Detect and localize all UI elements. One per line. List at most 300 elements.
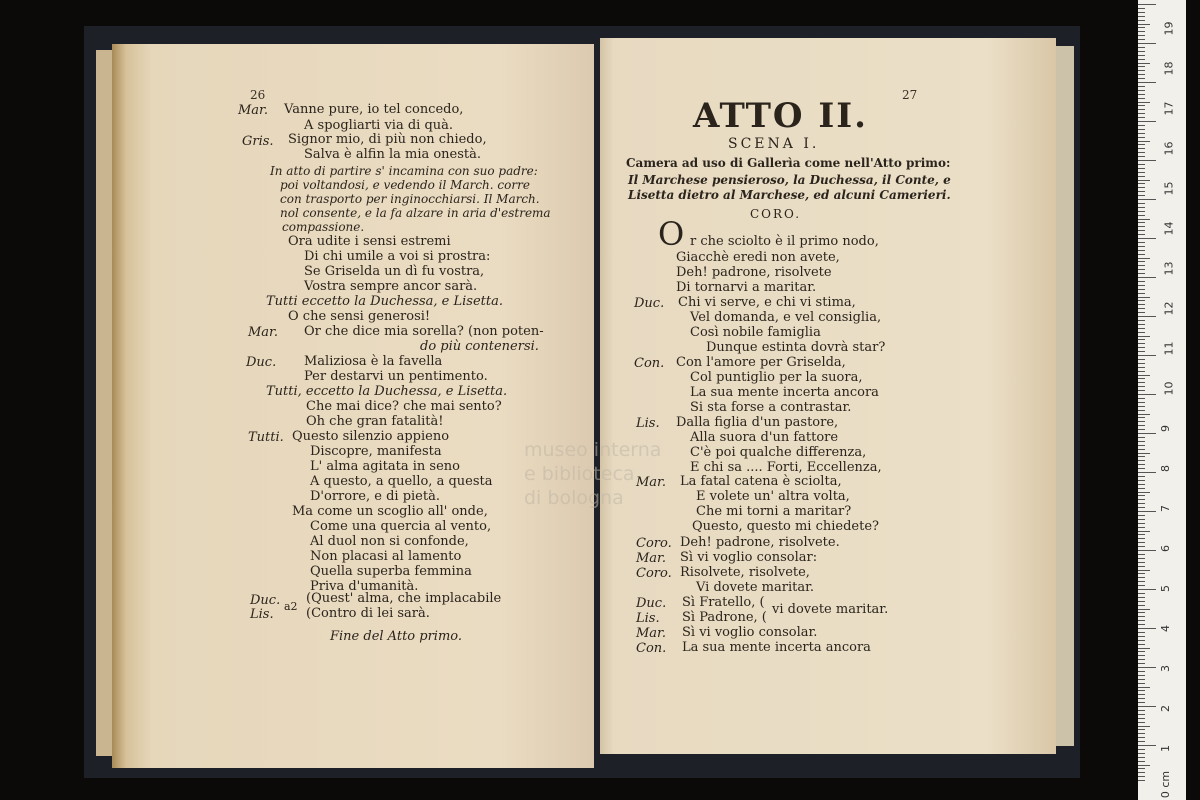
speaker: Coro.	[636, 536, 672, 551]
ruler-tick	[1138, 616, 1145, 617]
ruler-tick	[1138, 402, 1145, 403]
ruler-tick	[1138, 445, 1145, 446]
ruler-tick	[1138, 640, 1145, 641]
ruler-tick	[1138, 776, 1145, 777]
ruler-number: 7	[1159, 505, 1172, 512]
ruler-tick	[1138, 70, 1145, 71]
ruler-tick	[1138, 433, 1156, 434]
verse-line: Vel domanda, e vel consiglia,	[690, 310, 882, 325]
ruler-tick	[1138, 254, 1145, 255]
ruler-tick	[1138, 55, 1145, 56]
ruler-tick	[1138, 550, 1156, 551]
ruler-tick	[1138, 265, 1145, 266]
verse-line: Priva d'umanità.	[310, 579, 419, 594]
verse-line: La fatal catena è sciolta,	[680, 474, 842, 489]
verse-line: Al duol non si confonde,	[310, 534, 469, 549]
verse-line: Vostra sempre ancor sarà.	[304, 279, 478, 294]
speaker: Lis.	[636, 416, 660, 431]
ruler-tick	[1138, 129, 1145, 130]
ruler-tick	[1138, 671, 1145, 672]
ruler-tick	[1138, 63, 1150, 64]
ruler-tick	[1138, 24, 1150, 25]
ruler-tick	[1138, 710, 1145, 711]
ruler-tick	[1138, 285, 1145, 286]
drop-cap: O	[658, 215, 685, 253]
verse-line: Non placasi al lamento	[310, 549, 462, 564]
ruler-tick	[1138, 219, 1150, 220]
ruler-tick	[1138, 437, 1145, 438]
ruler-tick	[1138, 507, 1145, 508]
ruler-tick	[1138, 332, 1145, 333]
ruler-tick	[1138, 43, 1156, 44]
ruler-tick	[1138, 39, 1145, 40]
ruler-tick	[1138, 488, 1145, 489]
verse-line: Questo silenzio appieno	[292, 429, 450, 444]
stage-direction: con trasporto per inginocchiarsi. Il March.	[280, 192, 540, 206]
ruler-number: 6	[1159, 545, 1172, 552]
ruler-tick	[1138, 554, 1145, 555]
ruler-tick	[1138, 429, 1145, 430]
ruler-tick	[1138, 105, 1145, 106]
verse-line: Risolvete, risolvete,	[680, 565, 810, 580]
ruler-tick	[1138, 694, 1145, 695]
page-number-left: 26	[250, 88, 266, 102]
verse-line: Che mi torni a maritar?	[696, 504, 852, 519]
ruler-tick	[1138, 628, 1156, 629]
ruler-number: 12	[1162, 301, 1176, 316]
ruler-tick	[1138, 581, 1145, 582]
ruler-tick	[1138, 304, 1145, 305]
ruler-tick	[1138, 425, 1145, 426]
ruler-number: 9	[1159, 425, 1172, 432]
ruler-tick	[1138, 620, 1145, 621]
ruler-tick	[1138, 609, 1150, 610]
ruler-tick	[1138, 390, 1145, 391]
ruler-tick	[1138, 511, 1156, 512]
verse-line: Sì vi voglio consolar:	[680, 550, 818, 565]
speaker: Duc.	[246, 355, 277, 370]
ruler-tick	[1138, 780, 1145, 781]
verse-line: r che sciolto è il primo nodo,	[690, 234, 879, 249]
ruler-tick	[1138, 659, 1145, 660]
ruler-tick	[1138, 20, 1145, 21]
ruler-tick	[1138, 59, 1145, 60]
ruler-tick	[1138, 398, 1145, 399]
ruler-tick	[1138, 8, 1145, 9]
verse-line: Salva è alfin la mia onestà.	[304, 147, 482, 162]
ruler-number: 5	[1159, 585, 1172, 592]
speaker: Tutti.	[248, 430, 284, 445]
ruler-tick	[1138, 651, 1145, 652]
ruler-tick	[1138, 343, 1145, 344]
ruler-tick	[1138, 768, 1145, 769]
ruler-tick	[1138, 250, 1145, 251]
ruler-tick	[1138, 339, 1145, 340]
ruler-tick	[1138, 90, 1145, 91]
speaker: Lis.	[636, 611, 660, 626]
ruler-tick	[1138, 51, 1145, 52]
ruler-tick	[1138, 172, 1145, 173]
verse-line: E chi sa .... Forti, Eccellenza,	[690, 460, 882, 475]
ruler-tick	[1138, 761, 1145, 762]
ruler-tick	[1138, 499, 1145, 500]
verse-line: Se Griselda un dì fu vostra,	[304, 264, 485, 279]
ruler-tick	[1138, 453, 1150, 454]
speaker: Con.	[636, 641, 667, 656]
ruler-tick	[1138, 176, 1145, 177]
ruler-tick	[1138, 605, 1145, 606]
ruler-tick	[1138, 585, 1145, 586]
verse-line: Che mai dice? che mai sento?	[306, 399, 502, 414]
watermark-line: museo interna	[524, 439, 662, 461]
speaker: Lis.	[250, 607, 274, 622]
stage-direction: poi voltandosi, e vedendo il March. corre	[280, 178, 530, 192]
ruler-tick	[1138, 269, 1145, 270]
ruler-tick	[1138, 480, 1145, 481]
ruler-tick	[1138, 406, 1145, 407]
ruler-tick	[1138, 156, 1145, 157]
ruler-tick	[1138, 78, 1145, 79]
ruler-tick	[1138, 589, 1156, 590]
ruler-tick	[1138, 195, 1145, 196]
ruler-tick	[1138, 148, 1145, 149]
ruler-number: 14	[1162, 221, 1176, 236]
ruler-tick	[1138, 394, 1156, 395]
verse-line: Con l'amore per Griselda,	[676, 355, 846, 370]
ruler-tick	[1138, 242, 1145, 243]
ruler-tick	[1138, 472, 1156, 473]
verse-line: Col puntiglio per la suora,	[690, 370, 863, 385]
ruler-tick	[1138, 141, 1150, 142]
ruler-tick	[1138, 417, 1145, 418]
ruler-tick	[1138, 98, 1145, 99]
ruler-tick	[1138, 351, 1145, 352]
ruler-tick	[1138, 144, 1145, 145]
measurement-ruler	[1138, 0, 1186, 800]
ruler-tick	[1138, 16, 1145, 17]
ruler-tick	[1138, 644, 1145, 645]
verse-line: Sì vi voglio consolar.	[682, 625, 818, 640]
ruler-tick	[1138, 363, 1145, 364]
ruler-number: 1	[1159, 745, 1172, 752]
verse-line: Per destarvi un pentimento.	[304, 369, 488, 384]
ruler-tick	[1138, 234, 1145, 235]
speaker: Mar.	[636, 626, 666, 641]
ruler-tick	[1138, 94, 1145, 95]
stage-direction: Tutti eccetto la Duchessa, e Lisetta.	[266, 294, 503, 309]
ruler-tick	[1138, 47, 1145, 48]
verse-line: Deh! padrone, risolvete.	[680, 535, 840, 550]
page-edges-right	[1056, 46, 1074, 746]
ruler-tick	[1138, 359, 1145, 360]
ruler-tick	[1138, 577, 1145, 578]
ruler-tick	[1138, 4, 1156, 5]
ruler-tick	[1138, 137, 1145, 138]
ruler-number: 16	[1162, 141, 1176, 156]
verse-line: Or che dice mia sorella? (non poten-	[304, 324, 544, 339]
speaker: Duc.	[634, 296, 665, 311]
verse-line: vi dovete maritar.	[772, 602, 889, 617]
ruler-tick	[1138, 378, 1145, 379]
ruler-number: 0 cm	[1159, 770, 1173, 799]
ruler-tick	[1138, 492, 1150, 493]
ruler-tick	[1138, 757, 1145, 758]
ruler-tick	[1138, 772, 1145, 773]
ruler-number: 18	[1162, 61, 1176, 76]
ruler-tick	[1138, 375, 1150, 376]
ruler-tick	[1138, 753, 1145, 754]
ruler-tick	[1138, 230, 1145, 231]
ruler-tick	[1138, 624, 1145, 625]
speaker: Coro.	[636, 566, 672, 581]
ruler-tick	[1138, 683, 1145, 684]
ruler-tick	[1138, 102, 1150, 103]
ruler-tick	[1138, 133, 1145, 134]
ruler-tick	[1138, 324, 1145, 325]
ruler-tick	[1138, 441, 1145, 442]
ruler-tick	[1138, 718, 1145, 719]
ruler-tick	[1138, 367, 1145, 368]
verse-line: La sua mente incerta ancora	[690, 385, 879, 400]
ruler-tick	[1138, 534, 1145, 535]
stage-direction: Tutti, eccetto la Duchessa, e Lisetta.	[266, 384, 508, 399]
ruler-tick	[1138, 187, 1145, 188]
verse-line: Come una quercia al vento,	[310, 519, 492, 534]
verse-line: D'orrore, e di pietà.	[310, 489, 440, 504]
ruler-number: 8	[1159, 465, 1172, 472]
verse-line: Quella superba femmina	[310, 564, 472, 579]
ruler-tick	[1138, 113, 1145, 114]
ruler-tick	[1138, 741, 1145, 742]
verse-line: Dunque estinta dovrà star?	[706, 340, 886, 355]
ruler-tick	[1138, 484, 1145, 485]
ruler-tick	[1138, 371, 1145, 372]
ruler-tick	[1138, 273, 1145, 274]
speaker: Duc.	[636, 596, 667, 611]
ruler-tick	[1138, 117, 1145, 118]
ruler-tick	[1138, 675, 1145, 676]
ruler-tick	[1138, 729, 1145, 730]
ruler-tick	[1138, 355, 1156, 356]
ruler-tick	[1138, 293, 1145, 294]
ruler-tick	[1138, 648, 1150, 649]
ruler-tick	[1138, 706, 1156, 707]
ruler-number: 13	[1162, 261, 1176, 276]
ruler-tick	[1138, 109, 1145, 110]
act-title: ATTO II.	[693, 96, 869, 136]
ruler-number: 4	[1159, 625, 1172, 632]
ruler-number: 10	[1162, 381, 1176, 396]
ruler-tick	[1138, 183, 1145, 184]
verse-line: O che sensi generosi!	[288, 309, 431, 324]
ruler-tick	[1138, 414, 1150, 415]
verse-line: Così nobile famiglia	[690, 325, 821, 340]
ruler-tick	[1138, 733, 1145, 734]
stage-direction: compassione.	[282, 220, 365, 234]
ruler-tick	[1138, 222, 1145, 223]
ruler-tick	[1138, 180, 1150, 181]
verse-line: Maliziosa è la favella	[304, 354, 443, 369]
ruler-tick	[1138, 593, 1145, 594]
ruler-tick	[1138, 281, 1145, 282]
ruler-tick	[1138, 382, 1145, 383]
verse-line: Ora udite i sensi estremi	[288, 234, 451, 249]
ruler-tick	[1138, 667, 1156, 668]
ruler-tick	[1138, 164, 1145, 165]
ruler-tick	[1138, 460, 1145, 461]
ruler-tick	[1138, 238, 1156, 239]
verse-line: Dalla figlia d'un pastore,	[676, 415, 839, 430]
ruler-tick	[1138, 300, 1145, 301]
verse-line: Signor mio, di più non chiedo,	[288, 132, 487, 147]
scene-heading: SCENA I.	[728, 136, 820, 152]
ruler-tick	[1138, 86, 1145, 87]
ruler-tick	[1138, 125, 1145, 126]
verse-line: Di tornarvi a maritar.	[676, 280, 817, 295]
duet-marker: a2	[284, 600, 298, 613]
ruler-tick	[1138, 215, 1145, 216]
page-number-right: 27	[902, 88, 918, 102]
verse-line: C'è poi qualche differenza,	[690, 445, 867, 460]
ruler-tick	[1138, 328, 1145, 329]
ruler-tick	[1138, 663, 1145, 664]
ruler-tick	[1138, 297, 1150, 298]
ruler-tick	[1138, 570, 1150, 571]
verse-line: Giacchè eredi non avete,	[676, 250, 840, 265]
ruler-tick	[1138, 211, 1145, 212]
speaker: Mar.	[636, 475, 666, 490]
stage-direction: do più contenersi.	[420, 339, 539, 354]
verse-line: Si sta forse a contrastar.	[690, 400, 852, 415]
ruler-tick	[1138, 573, 1145, 574]
ruler-tick	[1138, 698, 1145, 699]
ruler-tick	[1138, 765, 1150, 766]
ruler-tick	[1138, 246, 1145, 247]
ruler-tick	[1138, 468, 1145, 469]
speaker: Duc.	[250, 593, 281, 608]
ruler-tick	[1138, 542, 1145, 543]
verse-line: Deh! padrone, risolvete	[676, 265, 832, 280]
ruler-tick	[1138, 191, 1145, 192]
cast-line: Lisetta dietro al Marchese, ed alcuni Camerieri.	[628, 188, 951, 202]
ruler-tick	[1138, 687, 1150, 688]
ruler-tick	[1138, 66, 1145, 67]
ruler-tick	[1138, 527, 1145, 528]
ruler-tick	[1138, 168, 1145, 169]
setting-line: Camera ad uso di Gallerìa come nell'Atto primo:	[626, 156, 951, 170]
ruler-tick	[1138, 421, 1145, 422]
ruler-tick	[1138, 74, 1145, 75]
ruler-tick	[1138, 601, 1145, 602]
ruler-tick	[1138, 538, 1145, 539]
ruler-tick	[1138, 702, 1145, 703]
ruler-tick	[1138, 152, 1145, 153]
ruler-tick	[1138, 655, 1145, 656]
stage-direction: nol consente, e la fa alzare in aria d'estrema	[280, 206, 551, 220]
chorus-heading: CORO.	[750, 207, 802, 221]
ruler-tick	[1138, 207, 1145, 208]
verse-line: La sua mente incerta ancora	[682, 640, 871, 655]
ruler-tick	[1138, 495, 1145, 496]
speaker: Mar.	[636, 551, 666, 566]
ruler-number: 17	[1162, 101, 1176, 116]
verse-line: Di chi umile a voi si prostra:	[304, 249, 491, 264]
ruler-tick	[1138, 597, 1145, 598]
verse-line: Sì Fratello, (	[682, 595, 765, 610]
ruler-tick	[1138, 261, 1145, 262]
ruler-tick	[1138, 203, 1145, 204]
ruler-tick	[1138, 27, 1145, 28]
verse-line: Chi vi serve, e chi vi stima,	[678, 295, 856, 310]
ruler-tick	[1138, 515, 1145, 516]
ruler-tick	[1138, 82, 1156, 83]
speaker: Mar.	[248, 325, 278, 340]
ruler-tick	[1138, 456, 1145, 457]
ruler-tick	[1138, 714, 1145, 715]
ruler-tick	[1138, 722, 1145, 723]
ruler-number: 15	[1162, 181, 1176, 196]
ruler-tick	[1138, 519, 1145, 520]
verse-line: Alla suora d'un fattore	[690, 430, 839, 445]
ruler-tick	[1138, 632, 1145, 633]
verse-line: Oh che gran fatalità!	[306, 414, 444, 429]
ruler-tick	[1138, 35, 1145, 36]
verse-line: Vanne pure, io tel concedo,	[284, 102, 464, 117]
ruler-tick	[1138, 679, 1145, 680]
ruler-tick	[1138, 336, 1150, 337]
ruler-tick	[1138, 160, 1156, 161]
verse-line: (Contro di lei sarà.	[306, 606, 430, 621]
speaker: Gris.	[242, 134, 274, 149]
ruler-tick	[1138, 558, 1145, 559]
ruler-tick	[1138, 449, 1145, 450]
watermark-line: di bologna	[524, 487, 624, 509]
end-of-act: Fine del Atto primo.	[330, 629, 462, 644]
ruler-tick	[1138, 636, 1145, 637]
ruler-tick	[1138, 121, 1156, 122]
ruler-tick	[1138, 277, 1156, 278]
ruler-tick	[1138, 726, 1150, 727]
ruler-tick	[1138, 523, 1145, 524]
speaker: Con.	[634, 356, 665, 371]
ruler-tick	[1138, 308, 1145, 309]
ruler-tick	[1138, 612, 1145, 613]
cast-line: Il Marchese pensieroso, la Duchessa, il Conte, e	[628, 173, 951, 187]
ruler-tick	[1138, 347, 1145, 348]
ruler-tick	[1138, 12, 1145, 13]
verse-line: Vi dovete maritar.	[696, 580, 815, 595]
ruler-tick	[1138, 464, 1145, 465]
ruler-tick	[1138, 749, 1145, 750]
ruler-tick	[1138, 562, 1145, 563]
ruler-tick	[1138, 503, 1145, 504]
speaker: Mar.	[238, 103, 268, 118]
ruler-tick	[1138, 31, 1145, 32]
watermark-line: e biblioteca	[524, 463, 635, 485]
ruler-tick	[1138, 226, 1145, 227]
verse-line: E volete un' altra volta,	[696, 489, 850, 504]
stage-direction: In atto di partire s' incamina con suo padre:	[270, 164, 538, 178]
verse-line: Sì Padrone, (	[682, 610, 767, 625]
ruler-tick	[1138, 258, 1150, 259]
verse-line: Discopre, manifesta	[310, 444, 442, 459]
ruler-tick	[1138, 745, 1156, 746]
ruler-tick	[1138, 690, 1145, 691]
ruler-tick	[1138, 476, 1145, 477]
ruler-tick	[1138, 316, 1156, 317]
verse-line: Questo, questo mi chiedete?	[692, 519, 879, 534]
verse-line: A spogliarti via di quà.	[304, 118, 454, 133]
